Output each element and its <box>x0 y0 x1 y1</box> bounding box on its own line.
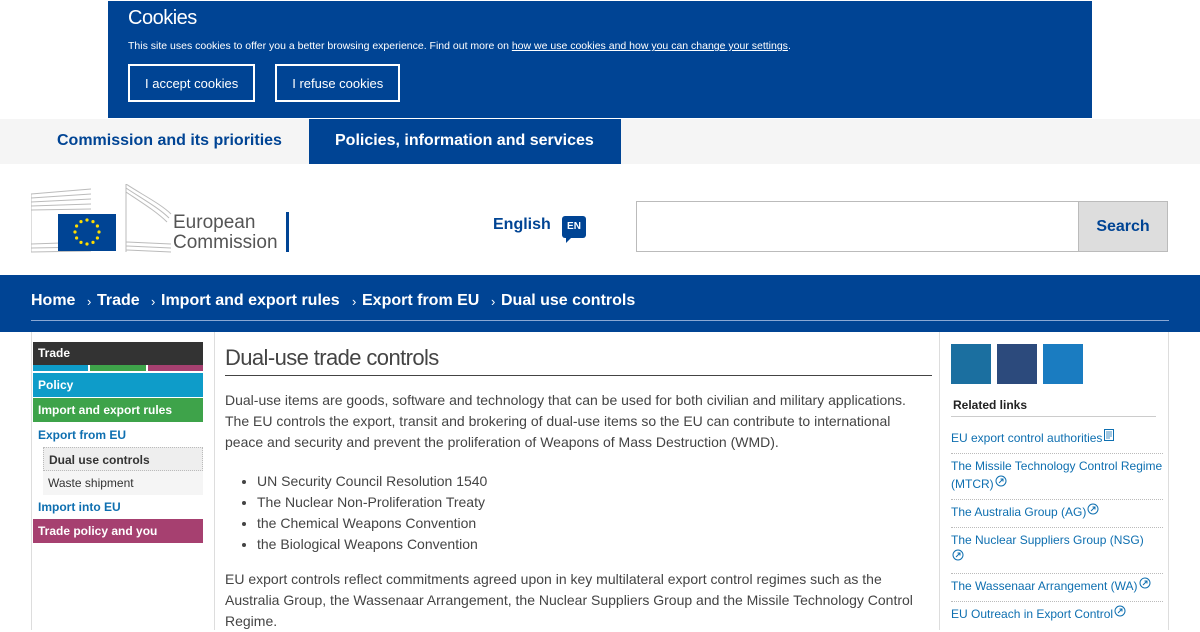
related-link-text[interactable]: The Australia Group (AG) <box>951 505 1087 519</box>
right-sidebar <box>939 332 1169 630</box>
search-button[interactable]: Search <box>1078 201 1168 252</box>
site-header <box>0 164 1200 275</box>
external-link-icon <box>952 549 964 561</box>
european-commission-logo[interactable] <box>31 184 291 254</box>
related-links-divider <box>951 416 1156 417</box>
stripe-green <box>90 365 145 371</box>
section-navigation <box>33 342 203 543</box>
share-button-1[interactable] <box>951 344 991 384</box>
page-title: Dual-use trade controls <box>225 345 439 370</box>
accept-cookies-button[interactable]: I accept cookies <box>128 64 255 102</box>
chevron-right-icon: › <box>151 294 156 309</box>
sidebar-item-waste-shipment[interactable]: Waste shipment <box>43 471 203 495</box>
chevron-right-icon: › <box>491 294 496 309</box>
sidebar-item-import-export-rules[interactable]: Import and export rules <box>33 398 203 422</box>
related-link-text[interactable]: The Nuclear Suppliers Group (NSG) <box>951 533 1144 547</box>
conventions-list <box>257 471 487 555</box>
related-link-text[interactable]: The Missile Technology Control Regime (MTCR) <box>951 459 1163 491</box>
logo-text-line1: European <box>173 212 256 233</box>
title-divider <box>225 375 932 376</box>
chevron-right-icon: › <box>87 294 92 309</box>
sidebar-item-trade[interactable]: Trade <box>33 342 203 365</box>
sidebar-item-import-into-eu[interactable]: Import into EU <box>38 500 121 514</box>
left-sidebar <box>31 332 215 630</box>
breadcrumb-dual-use-controls: Dual use controls <box>501 292 636 309</box>
regimes-paragraph: EU export controls reflect commitments agreed upon in key multilateral export control regimes such as the Australia Group, the Wassenaar Arrangement, the Nuclear Suppliers Group and the Missile Technology Control Regime. <box>225 571 913 629</box>
main-content <box>215 332 940 630</box>
sidebar-item-policy[interactable]: Policy <box>33 373 203 397</box>
sidebar-item-export-from-eu[interactable]: Export from EU <box>38 428 127 442</box>
search-input[interactable] <box>636 201 1079 252</box>
sidebar-item-dual-use-controls[interactable]: Dual use controls <box>43 447 203 471</box>
related-links-title: Related links <box>953 398 1028 412</box>
nav-commission-priorities[interactable]: Commission and its priorities <box>57 132 282 149</box>
related-link-wassenaar[interactable] <box>951 574 1163 602</box>
breadcrumb-home[interactable]: Home <box>31 292 76 309</box>
sidebar-item-trade-policy-and-you[interactable]: Trade policy and you <box>33 519 203 543</box>
chevron-right-icon: › <box>352 294 357 309</box>
cookie-banner-area <box>0 0 1200 119</box>
list-item: • the Chemical Weapons Convention <box>257 513 487 534</box>
related-link-text[interactable]: EU export control authorities <box>951 431 1103 445</box>
related-link-eu-outreach[interactable] <box>951 602 1163 629</box>
related-link-text[interactable]: The Wassenaar Arrangement (WA) <box>951 579 1138 593</box>
list-item: • the Biological Weapons Convention <box>257 534 487 555</box>
related-link-australia-group[interactable] <box>951 500 1163 528</box>
language-selector[interactable]: English <box>493 216 551 233</box>
breadcrumb-export-from-eu[interactable]: Export from EU <box>362 292 480 309</box>
related-links-list <box>951 426 1163 629</box>
nav-policies-services[interactable]: Policies, information and services <box>309 119 621 164</box>
refuse-cookies-button[interactable]: I refuse cookies <box>275 64 400 102</box>
cookie-banner <box>108 1 1092 118</box>
cookie-title: Cookies <box>128 7 197 29</box>
top-navigation <box>0 119 1200 164</box>
language-code-icon[interactable]: EN <box>562 216 586 238</box>
cookie-buttons <box>128 64 1072 102</box>
breadcrumb-trade[interactable]: Trade <box>97 292 140 309</box>
stripe-purple <box>148 365 203 371</box>
related-link-text[interactable]: EU Outreach in Export Control <box>951 607 1114 621</box>
cookie-text <box>128 40 1072 52</box>
external-link-icon <box>1139 577 1151 589</box>
logo-text <box>173 213 278 253</box>
cookie-text-after: . <box>787 40 791 52</box>
logo-text-line2: Commission <box>173 232 278 253</box>
social-share-buttons <box>951 344 1083 384</box>
color-stripe <box>33 365 203 371</box>
document-icon <box>1103 429 1115 441</box>
list-item: • The Nuclear Non-Proliferation Treaty <box>257 492 487 513</box>
breadcrumb <box>0 275 1200 332</box>
share-button-2[interactable] <box>997 344 1037 384</box>
external-link-icon <box>1114 605 1126 617</box>
external-link-icon <box>995 475 1007 487</box>
cookie-text-before: This site uses cookies to offer you a better browsing experience. Find out more on <box>128 40 512 52</box>
related-link-export-control-authorities[interactable] <box>951 426 1163 454</box>
intro-paragraph: Dual-use items are goods, software and technology that can be used for both civilian and military applications. The EU controls the export, transit and brokering of dual-use items so the EU can contribute to international peace and security and prevent the proliferation of Weapons of Mass Destruction (WMD). <box>225 392 906 450</box>
share-button-3[interactable] <box>1043 344 1083 384</box>
breadcrumb-divider <box>31 320 1169 321</box>
cookie-policy-link[interactable]: how we use cookies and how you can change your settings <box>511 40 788 52</box>
external-link-icon <box>1087 503 1099 515</box>
list-item: • UN Security Council Resolution 1540 <box>257 471 487 492</box>
breadcrumb-import-export-rules[interactable]: Import and export rules <box>161 292 340 309</box>
related-link-mtcr[interactable] <box>951 454 1163 500</box>
stripe-blue <box>33 365 88 371</box>
related-link-nsg[interactable] <box>951 528 1163 574</box>
